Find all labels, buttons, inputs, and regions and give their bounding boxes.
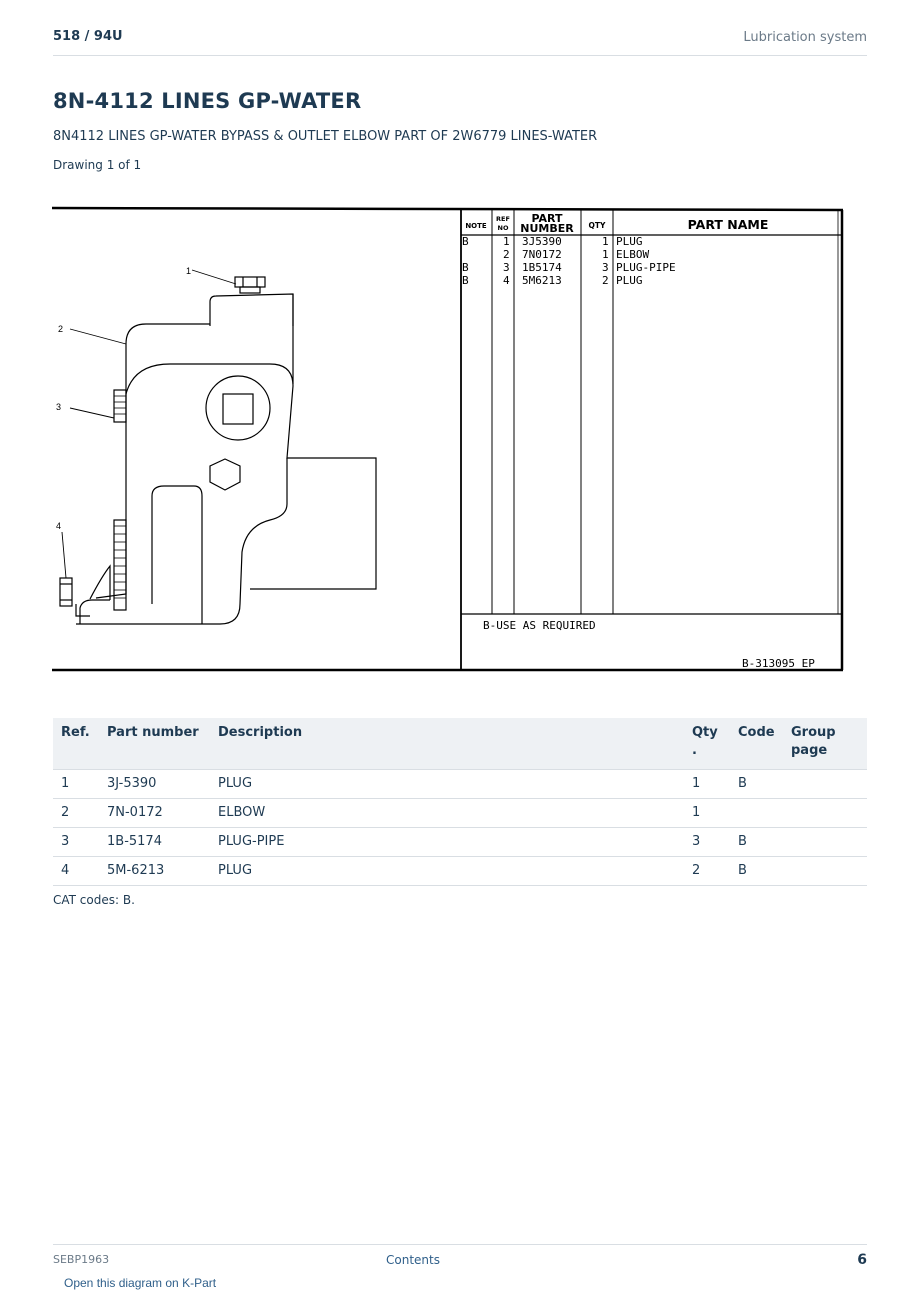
drawing-row-qty: 1 [602, 248, 609, 261]
parts-diagram [50, 204, 846, 676]
cell-qty: 3 [684, 828, 730, 857]
cell-part-number: 3J-5390 [99, 770, 210, 799]
col-qty-label: Qty [692, 725, 718, 740]
drawing-parts-list [461, 210, 842, 670]
drawing-header-qty: QTY [588, 221, 606, 230]
cat-codes-note: CAT codes: B. [53, 893, 135, 907]
footer-divider [53, 1244, 867, 1245]
elbow-illustration [60, 270, 376, 624]
cell-part-number: 5M-6213 [99, 857, 210, 886]
drawing-row-part: 7N0172 [522, 248, 562, 261]
callout-2: 2 [58, 324, 64, 334]
callout-4-leader [62, 532, 66, 578]
col-qty [684, 718, 730, 770]
drawing-row-ref: 2 [503, 248, 510, 261]
drawing-row-note: B [462, 235, 469, 248]
col-ref: Ref. [53, 718, 99, 770]
callout-1: 1 [186, 266, 192, 276]
drawing-row-qty: 3 [602, 261, 609, 274]
parts-table [53, 718, 867, 886]
drawing-id: B-313095 EP [742, 657, 815, 670]
header-divider [53, 55, 867, 56]
drawing-row-name: PLUG-PIPE [616, 261, 676, 274]
drawing-row-ref: 1 [503, 235, 510, 248]
col-page-label: page [791, 743, 828, 758]
drawing-row-note: B [462, 261, 469, 274]
kpart-diagram-link[interactable]: Open this diagram on K-Part [64, 1276, 217, 1290]
drawing-note-text: B-USE AS REQUIRED [483, 619, 596, 632]
table-row [53, 799, 867, 828]
callout-1-leader [192, 270, 236, 284]
cell-qty: 1 [684, 799, 730, 828]
col-qty-dot: . [692, 743, 697, 758]
page-title: 8N-4112 LINES GP-WATER [53, 89, 362, 113]
cell-description: PLUG [210, 770, 684, 799]
page-number: 6 [857, 1252, 867, 1268]
cell-code [730, 799, 783, 828]
drawing-header-number: NUMBER [520, 222, 574, 235]
drawing-header-name: PART NAME [687, 217, 769, 232]
col-part-number: Part number [99, 718, 210, 770]
drawing-header-part: PART [531, 212, 563, 225]
table-row [53, 770, 867, 799]
cell-group [783, 770, 867, 799]
table-row [53, 857, 867, 886]
callout-3-leader [70, 408, 114, 418]
drawing-row-name: PLUG [616, 274, 643, 287]
contents-link[interactable]: Contents [386, 1253, 440, 1267]
footer-doc-id: SEBP1963 [53, 1253, 110, 1266]
drawing-header-ref: REF [496, 215, 510, 223]
cell-qty: 1 [684, 770, 730, 799]
table-row [53, 828, 867, 857]
drawing-row-note: B [462, 274, 469, 287]
frame-top-line [52, 208, 843, 210]
drawing-row-part: 1B5174 [522, 261, 562, 274]
cell-description: ELBOW [210, 799, 684, 828]
page-subtitle: 8N4112 LINES GP-WATER BYPASS & OUTLET ELBOW PART OF 2W6779 LINES-WATER [53, 129, 598, 144]
callout-4: 4 [56, 521, 62, 531]
drawing-row-qty: 2 [602, 274, 609, 287]
cell-qty: 2 [684, 857, 730, 886]
drawing-row-name: ELBOW [616, 248, 650, 261]
drawing-row-part: 3J5390 [522, 235, 562, 248]
drawing-row-ref: 3 [503, 261, 510, 274]
callout-3: 3 [56, 402, 62, 412]
col-group-label: Group [791, 725, 836, 740]
cell-group [783, 828, 867, 857]
cell-ref: 3 [53, 828, 99, 857]
drawing-row-qty: 1 [602, 235, 609, 248]
cell-part-number: 7N-0172 [99, 799, 210, 828]
cell-ref: 2 [53, 799, 99, 828]
cell-group [783, 799, 867, 828]
cell-description: PLUG-PIPE [210, 828, 684, 857]
col-description: Description [210, 718, 684, 770]
header-page-ref: 518 / 94U [53, 29, 123, 44]
header-section: Lubrication system [743, 30, 867, 45]
drawing-row-name: PLUG [616, 235, 643, 248]
col-code: Code [730, 718, 783, 770]
cell-code: B [730, 770, 783, 799]
cell-description: PLUG [210, 857, 684, 886]
cell-ref: 4 [53, 857, 99, 886]
drawing-row-ref: 4 [503, 274, 510, 287]
callout-2-leader [70, 329, 126, 344]
drawing-count: Drawing 1 of 1 [53, 158, 142, 172]
col-group-page [783, 718, 867, 770]
drawing-header-note: NOTE [465, 222, 487, 230]
cell-code: B [730, 857, 783, 886]
cell-part-number: 1B-5174 [99, 828, 210, 857]
cell-group [783, 857, 867, 886]
cell-ref: 1 [53, 770, 99, 799]
cell-code: B [730, 828, 783, 857]
drawing-row-part: 5M6213 [522, 274, 562, 287]
parts-table-header [53, 718, 867, 770]
drawing-header-no: NO [497, 224, 509, 232]
